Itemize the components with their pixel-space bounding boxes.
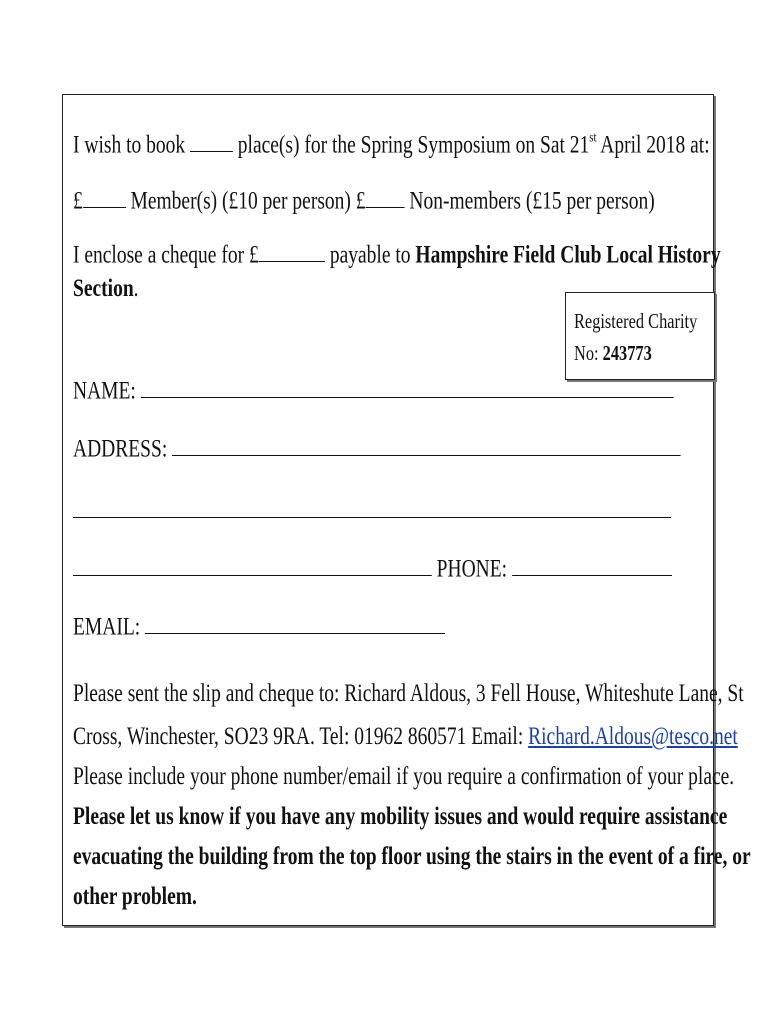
mobility-notice-line-2: [73, 843, 751, 871]
booking-text: I wish to book: [73, 131, 190, 159]
charity-no-label: No:: [574, 341, 603, 365]
members-price-text: Member(s) (£10 per person) £: [125, 187, 366, 215]
email-label: EMAIL:: [73, 613, 146, 641]
address-field[interactable]: [172, 429, 681, 456]
booking-text: April 2018 at:: [596, 131, 710, 159]
mobility-notice-line-1: [73, 803, 727, 831]
pound-sign: £: [73, 187, 83, 215]
footer-line-3: Please include your phone number/email if you require a confirmation of your place.: [73, 763, 735, 790]
period: .: [133, 275, 139, 302]
cheque-amount-blank[interactable]: [259, 235, 325, 262]
booking-text: place(s) for the Spring Symposium on Sat 21: [232, 131, 590, 159]
booking-line-cheque: [73, 235, 721, 269]
charity-number: 243773: [602, 341, 652, 365]
mobility-notice-text: Please let us know if you have any mobility issues and would require assistance: [73, 803, 728, 830]
name-field-line: [73, 371, 673, 405]
phone-field[interactable]: [512, 549, 672, 576]
mobility-notice-text: evacuating the building from the top floor using the stairs in the event of a fire, or: [73, 843, 751, 870]
email-link[interactable]: Richard.Aldous@tesco.net: [528, 723, 738, 750]
payee-name-cont: Section: [73, 275, 134, 302]
booking-slip: [62, 94, 751, 926]
nonmembers-blank[interactable]: [366, 181, 405, 208]
address-phone-line: [73, 549, 672, 583]
booking-line-places: [73, 125, 710, 159]
mobility-notice-line-3: [73, 883, 197, 911]
mobility-notice-text: other problem.: [73, 883, 197, 910]
name-field[interactable]: [141, 371, 674, 398]
email-field-line: [73, 607, 445, 641]
email-field[interactable]: [145, 607, 445, 634]
date-suffix: st: [589, 129, 597, 145]
members-blank[interactable]: [83, 181, 126, 208]
booking-line-prices: [73, 181, 655, 215]
cheque-text: I enclose a cheque for £: [73, 241, 259, 269]
address-label: ADDRESS:: [73, 435, 173, 463]
phone-label: PHONE:: [431, 555, 512, 583]
booking-line-payee: [73, 275, 139, 303]
places-blank[interactable]: [190, 125, 233, 152]
address-field-line-3[interactable]: [73, 549, 432, 576]
cheque-text: payable to: [325, 241, 416, 269]
footer-line-1: Please sent the slip and cheque to: Richard Aldous, 3 Fell House, Whiteshute Lane, St: [73, 680, 744, 707]
payee-name: Hampshire Field Club Local History: [415, 241, 721, 269]
nonmembers-price-text: Non-members (£15 per person): [404, 187, 655, 215]
footer-line-2: [73, 723, 738, 751]
charity-label: Registered Charity: [574, 309, 698, 333]
registered-charity-box: [565, 292, 715, 380]
charity-number-line: [574, 341, 652, 366]
name-label: NAME:: [73, 377, 141, 405]
address-field-line: [73, 429, 681, 463]
address-field-line-2[interactable]: [73, 517, 671, 518]
footer-contact-text: Cross, Winchester, SO23 9RA. Tel: 01962 860571 Email:: [73, 723, 529, 750]
